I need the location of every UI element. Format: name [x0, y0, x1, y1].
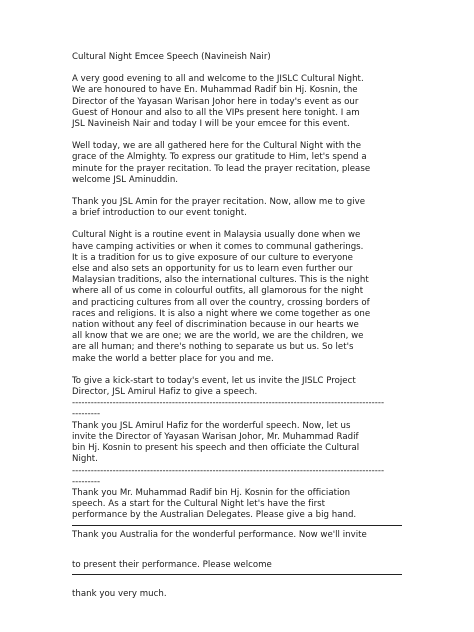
text-line: Thank you Mr. Muhammad Radif bin Hj. Kosnin for the officiation	[72, 487, 351, 498]
document-title: Cultural Night Emcee Speech (Navineish Nair)	[72, 52, 271, 62]
text-line: bin Hj. Kosnin to present his speech and then officiate the Cultural	[72, 443, 360, 454]
separator	[72, 398, 412, 420]
text-line: Night.	[72, 454, 98, 465]
text-line: JSL Navineish Nair and today I will be your emcee for this event.	[72, 119, 350, 130]
thanks-radif-paragraph	[72, 488, 412, 522]
text-line: races and religions. It is also a night where we come together as one	[72, 308, 371, 319]
dash-line: ----------------------------------------------------------------------------------------------------	[72, 465, 385, 476]
thanks-amin-paragraph	[72, 197, 412, 219]
thanks-australia-paragraph	[72, 530, 412, 541]
horizontal-rule	[72, 574, 402, 575]
thanks-amirul-paragraph	[72, 421, 412, 466]
text-line: are all human; and there's nothing to separate us but us. So let's	[72, 342, 354, 353]
text-line: have camping activities or when it comes to communal gatherings.	[72, 241, 364, 252]
intro-paragraph	[72, 230, 412, 364]
text-line: and practicing cultures from all over the country, crossing borders of	[72, 297, 370, 308]
text-line: Thank you Australia for the wonderful performance. Now we'll invite	[72, 529, 367, 540]
text-line: where all of us come in colourful outfits, all glamorous for the night	[72, 286, 364, 297]
welcome-paragraph	[72, 74, 412, 130]
present-paragraph	[72, 560, 412, 571]
prayer-paragraph	[72, 141, 412, 186]
text-line: else and also sets an opportunity for us to learn even further our	[72, 264, 353, 275]
text-line: performance by the Australian Delegates. Please give a big hand.	[72, 510, 357, 521]
text-line: Director, JSL Amirul Hafiz to give a speech.	[72, 387, 258, 398]
text-line: A very good evening to all and welcome to the JISLC Cultural Night.	[72, 74, 364, 85]
text-line: minute for the prayer recitation. To lead the prayer recitation, please	[72, 163, 371, 174]
text-line: Director of the Yayasan Warisan Johor here in today's event as our	[72, 96, 359, 107]
dash-line-end: ---------	[72, 476, 101, 487]
text-line: nation without any feel of discrimination because in our hearts we	[72, 320, 359, 331]
closing-paragraph	[72, 589, 412, 600]
text-line: all know that we are one; we are the world, we are the children, we	[72, 331, 364, 342]
text-line: grace of the Almighty. To express our gratitude to Him, let's spend a	[72, 152, 367, 163]
text-line: Guest of Honour and also to all the VIPs present here tonight. I am	[72, 107, 360, 118]
text-line: speech. As a start for the Cultural Night let's have the first	[72, 499, 326, 510]
text-line: to present their performance. Please welcome	[72, 559, 272, 570]
text-line: Malaysian traditions, also the international cultures. This is the night	[72, 275, 369, 286]
document-page	[72, 52, 412, 600]
text-line: Well today, we are all gathered here for the Cultural Night with the	[72, 141, 362, 152]
text-line: To give a kick-start to today's event, let us invite the JISLC Project	[72, 375, 356, 386]
text-line: Cultural Night is a routine event in Malaysia usually done when we	[72, 230, 361, 241]
text-line: thank you very much.	[72, 588, 167, 599]
text-line: We are honoured to have En. Muhammad Radif bin Hj. Kosnin, the	[72, 85, 358, 96]
horizontal-rule	[72, 525, 402, 526]
dash-line-end: ---------	[72, 409, 101, 420]
text-line: It is a tradition for us to give exposure of our culture to everyone	[72, 252, 353, 263]
text-line: invite the Director of Yayasan Warisan Johor, Mr. Muhammad Radif	[72, 431, 359, 442]
text-line: a brief introduction to our event tonight.	[72, 208, 247, 219]
text-line: Thank you JSL Amin for the prayer recitation. Now, allow me to give	[72, 197, 366, 208]
text-line: Thank you JSL Amirul Hafiz for the worderful speech. Now, let us	[72, 420, 351, 431]
dash-line: ----------------------------------------------------------------------------------------------------	[72, 398, 385, 409]
kickstart-paragraph	[72, 376, 412, 398]
text-line: make the world a better place for you and me.	[72, 353, 274, 364]
separator	[72, 466, 412, 488]
text-line: welcome JSL Aminuddin.	[72, 174, 179, 185]
